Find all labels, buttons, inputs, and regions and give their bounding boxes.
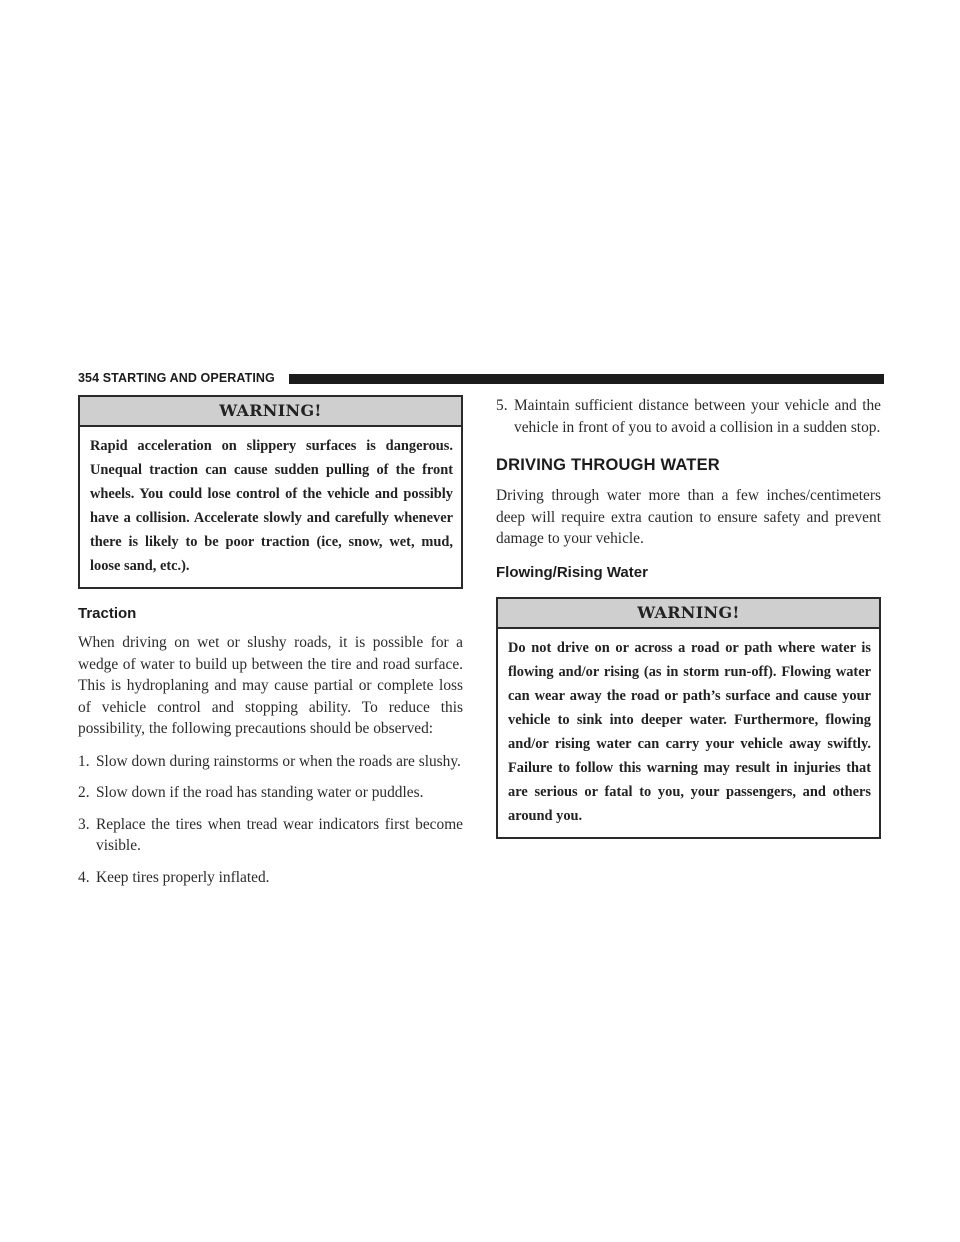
warning-text: Rapid acceleration on slippery surfaces is dangerous. Unequal traction can cause sudden pulling of the front wheels. You could lose control of the vehicle and possibly have a collision. Accelerate slowly and carefully whenever there is likely to be poor traction (ice, snow, wet, mud, loose sand, etc.). <box>90 438 453 574</box>
driving-through-water-paragraph: Driving through water more than a few inches/centimeters deep will require extra caution to ensure safety and prevent damage to your vehicle. <box>496 487 881 547</box>
list-item-text: Keep tires properly inflated. <box>96 868 270 886</box>
right-column <box>496 395 881 839</box>
list-item <box>78 782 463 804</box>
list-item-number: 3. <box>78 815 90 833</box>
list-item-number: 4. <box>78 868 90 886</box>
warning-text: Do not drive on or across a road or path where water is flowing and/or rising (as in storm run-off). Flowing water can wear away the road or path’s surface and cause your vehicle to sink into deeper water. Furthermore, flowing and/or rising water can carry your vehicle away swiftly. Failure to follow this warning may result in injuries that are serious or fatal to you, your passengers, and others around you. <box>508 639 871 824</box>
flowing-rising-water-heading: Flowing/Rising Water <box>496 563 648 581</box>
list-item-text: Slow down during rainstorms or when the roads are slushy. <box>96 752 461 770</box>
list-item-number: 2. <box>78 784 90 801</box>
list-item <box>78 751 463 773</box>
list-item <box>496 395 881 438</box>
precautions-list-continued <box>496 395 881 438</box>
list-item-text: Maintain sufficient distance between your vehicle and the vehicle in front of you to avoid a collision in a sudden stop. <box>514 397 881 436</box>
warning-title: WARNING! <box>498 599 879 629</box>
list-item-number: 5. <box>496 397 508 414</box>
list-item <box>78 814 463 857</box>
traction-paragraph: When driving on wet or slushy roads, it is possible for a wedge of water to build up between the tire and road surface. This is hydroplaning and may cause partial or complete loss of vehicle control and stopping ability. To reduce this possibility, the following precautions should be observed: <box>78 634 463 737</box>
list-item-text: Replace the tires when tread wear indicators first become visible. <box>96 815 463 854</box>
section-title: STARTING AND OPERATING <box>102 371 275 385</box>
warning-box-acceleration <box>78 395 463 589</box>
driving-through-water-heading: DRIVING THROUGH WATER <box>496 456 720 474</box>
precautions-list <box>78 751 463 889</box>
warning-box-flowing-water <box>496 597 881 839</box>
warning-title: WARNING! <box>80 397 461 427</box>
page-header-text <box>78 371 275 385</box>
page-number: 354 <box>78 371 100 385</box>
list-item <box>78 867 463 889</box>
header-rule <box>289 374 884 384</box>
page-header <box>78 372 884 386</box>
list-item-text: Slow down if the road has standing water or puddles. <box>96 784 424 801</box>
traction-heading: Traction <box>78 605 137 622</box>
list-item-number: 1. <box>78 752 90 770</box>
left-column <box>78 395 463 888</box>
